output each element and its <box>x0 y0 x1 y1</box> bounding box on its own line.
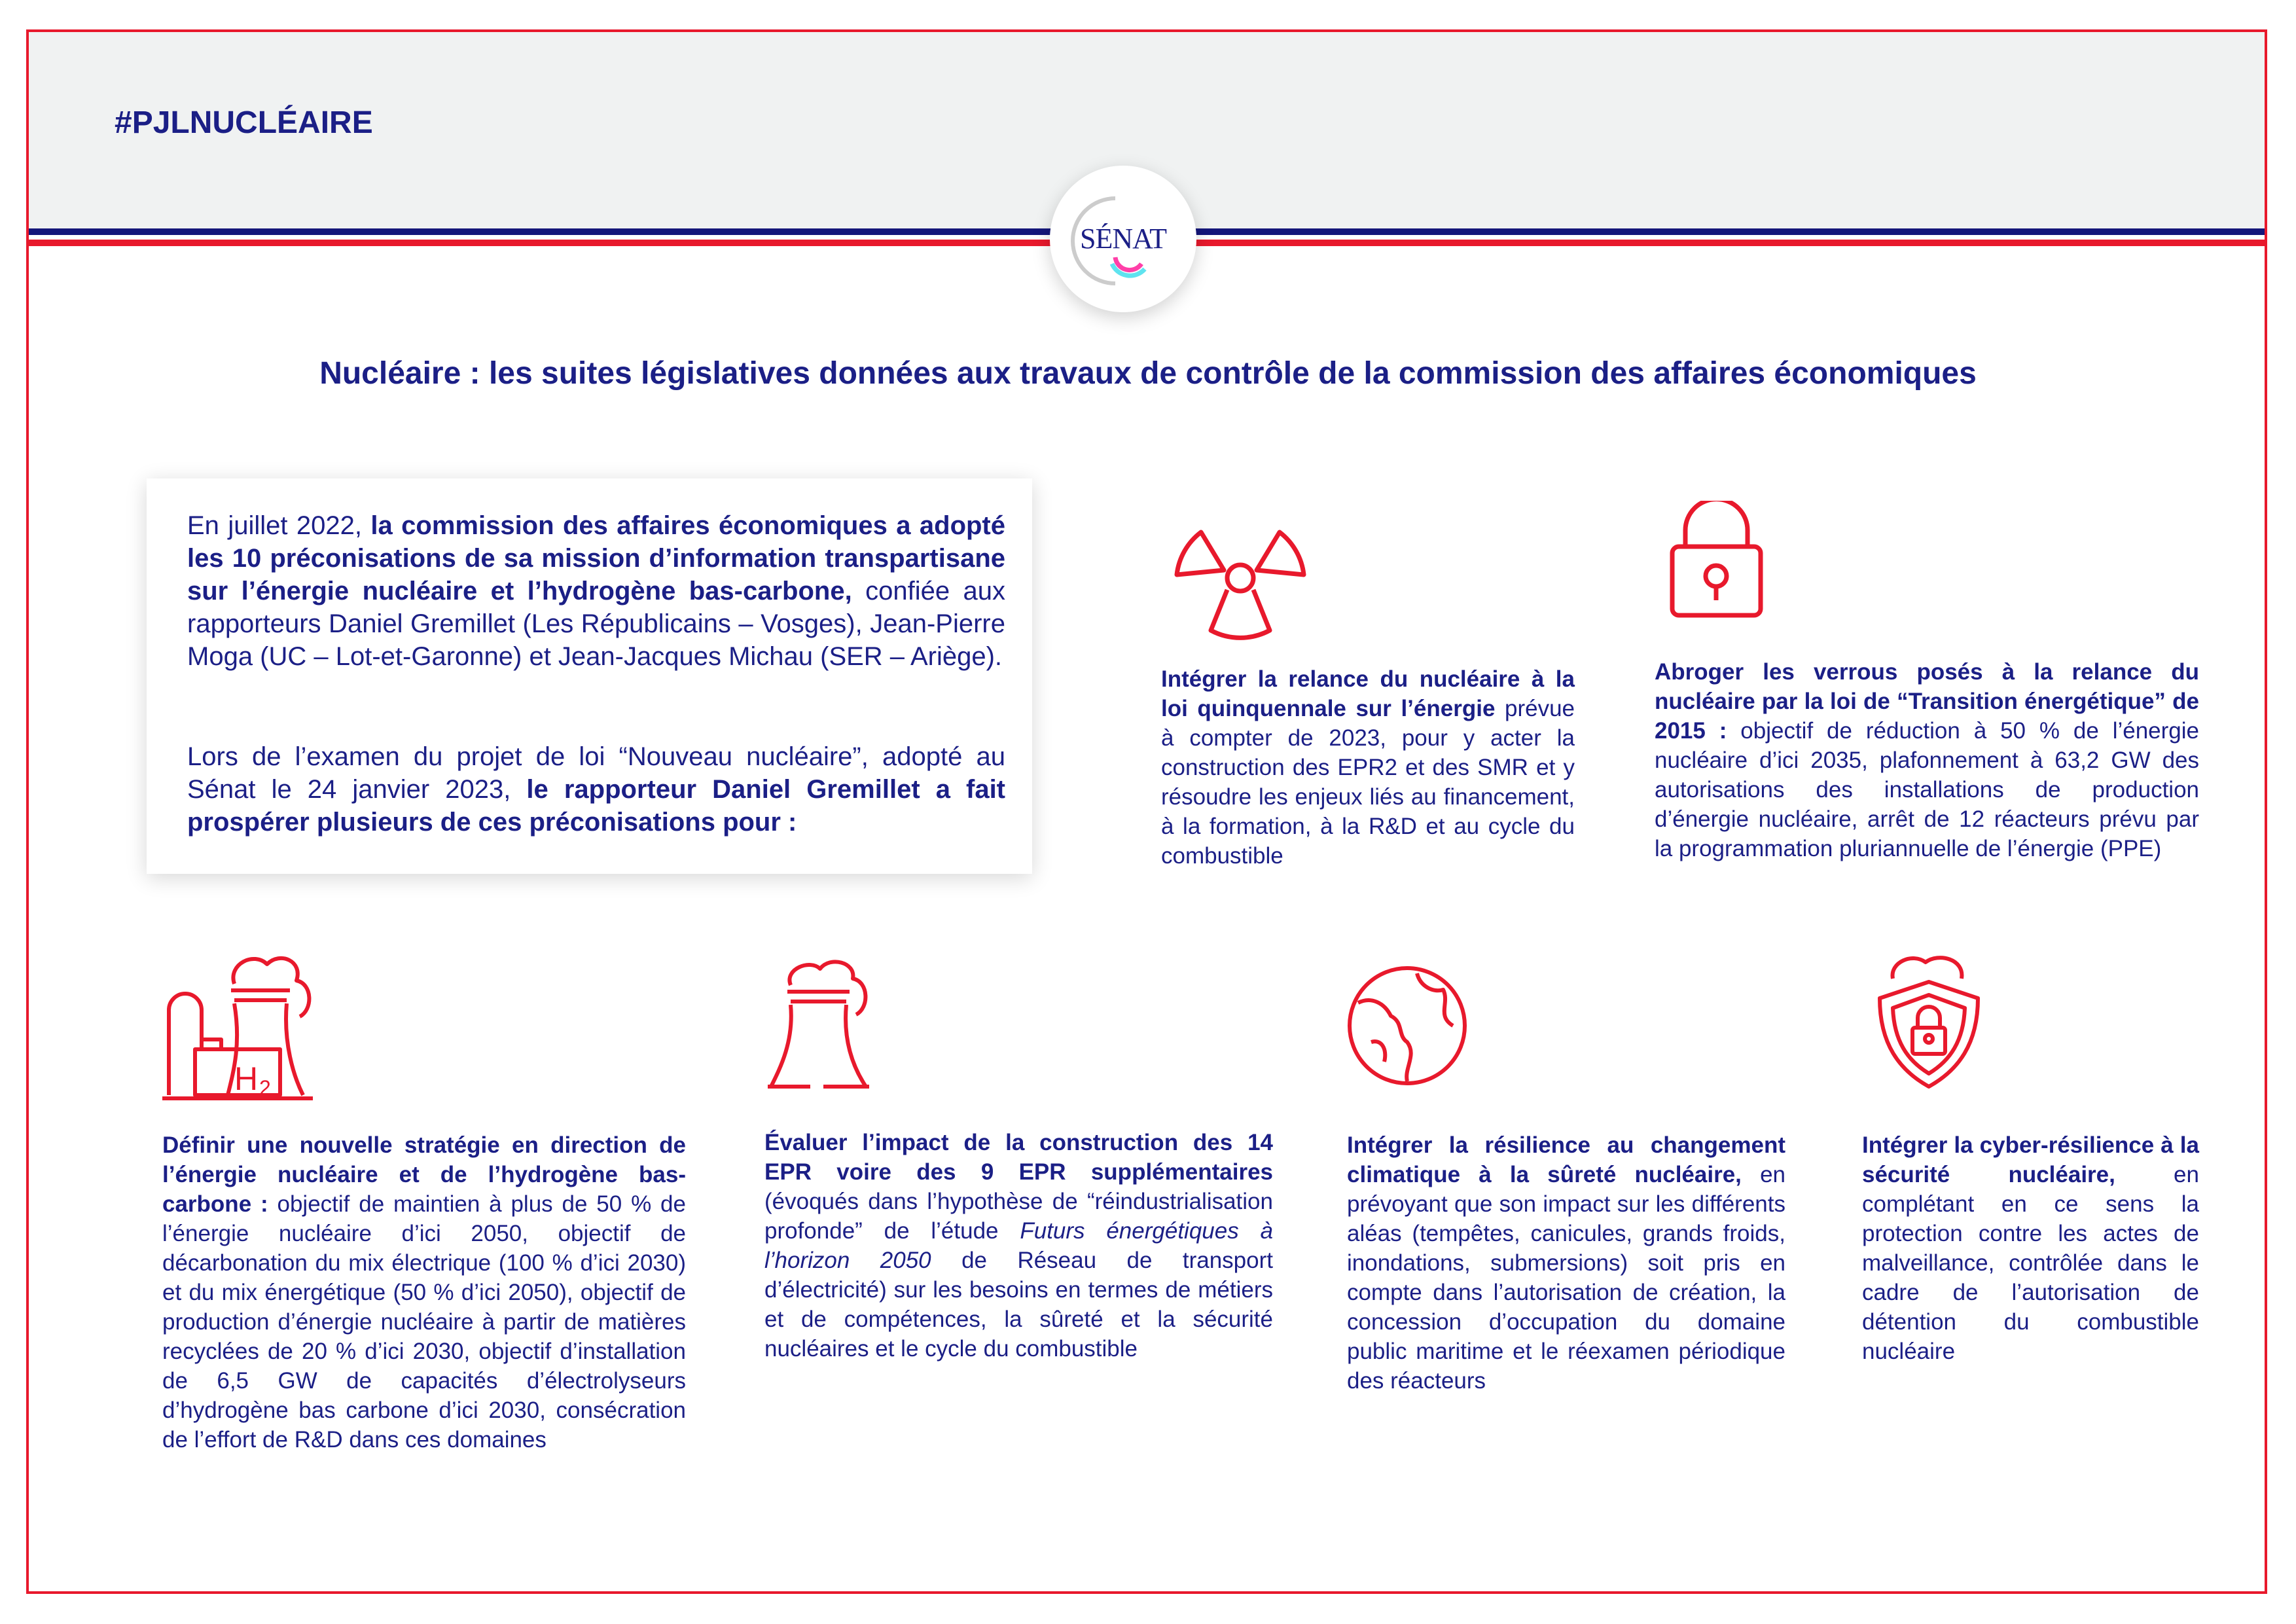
item-body: en prévoyant que son impact sur les différents aléas (tempêtes, canicules, grands froids, inondations, submersions) soit pris en compte dans l’autorisation de création, la concession d’occupation du domaine public maritime et le réexamen périodique des réacteurs <box>1347 1162 1786 1394</box>
item-relance-loi-quinquennale <box>1161 664 1575 871</box>
item-heading: Abroger les verrous posés à la relance du nucléaire par la loi de “Transition énergétique” de 2015 : <box>1655 659 2199 744</box>
globe-icon <box>1345 964 1469 1088</box>
padlock-icon <box>1669 501 1764 619</box>
item-heading: Intégrer la cyber-résilience à la sécurité nucléaire, <box>1862 1132 2199 1187</box>
svg-text:H: H <box>234 1060 259 1097</box>
item-body: en complétant en ce sens la protection contre les actes de malveillance, contrôlée dans le cadre de l’autorisation de détention du combustible nucléaire <box>1862 1162 2199 1364</box>
item-body: objectif de réduction à 50 % de l’énergie nucléaire d’ici 2035, plafonnement à 63,2 GW des autorisations des installations de production d’énergie nucléaire, arrêt de 12 réacteurs prévu par la programmation pluriannuelle de l’énergie (PPE) <box>1655 718 2200 861</box>
senat-logo-text: SÉNAT <box>1080 223 1166 255</box>
radiation-icon <box>1172 513 1309 643</box>
item-body: de Réseau de transport d’électricité) sur les besoins en termes de métiers et de compétences, la sûreté et la sécurité nucléaires et le cycle du combustible <box>764 1248 1273 1362</box>
cooling-tower-icon <box>764 956 895 1093</box>
item-heading: Intégrer la relance du nucléaire à la loi quinquennale sur l’énergie <box>1161 666 1575 721</box>
intro-box <box>147 478 1032 874</box>
shield-lock-icon <box>1873 952 1984 1093</box>
svg-text:2: 2 <box>259 1076 271 1100</box>
item-heading: Intégrer la résilience au changement climatique à la sûreté nucléaire, <box>1347 1132 1785 1187</box>
intro-text: Lors de l’examen du projet de loi “Nouveau nucléaire”, adopté au Sénat le 24 janvier 2023, <box>187 742 1005 804</box>
item-heading: Définir une nouvelle stratégie en direction de l’énergie nucléaire et de l’hydrogène bas-carbone : <box>162 1132 686 1217</box>
hashtag: #PJLNUCLÉAIRE <box>115 105 373 140</box>
intro-text: En juillet 2022, <box>187 511 371 540</box>
senat-logo <box>1050 166 1196 312</box>
item-heading: Évaluer l’impact de la construction des 14 EPR voire des 9 EPR supplémentaires <box>764 1130 1273 1185</box>
item-body: objectif de maintien à plus de 50 % de l’énergie nucléaire d’ici 2050, objectif de décarbonation du mix électrique (100 % d’ici 2030) et du mix énergétique (50 % d’ici 2050), objectif de production d’énergie nucléaire à partir de matières recyclées de 20 % d’ici 2030, objectif d’installation de 6,5 GW de capacités d’électrolyseurs d’hydrogène bas carbone d’ici 2030, consécration de l’effort de R&D dans ces domaines <box>162 1191 686 1453</box>
item-strategie-hydrogene <box>162 1130 686 1454</box>
item-body: (évoqués dans l’hypothèse de “réindustrialisation profonde” de l’étude <box>764 1189 1273 1244</box>
item-resilience-climat <box>1347 1130 1785 1396</box>
item-study-title: Futurs énergétiques à l’horizon 2050 <box>764 1218 1273 1273</box>
intro-bold-text: le rapporteur Daniel Gremillet a fait prospérer plusieurs de ces préconisations pour : <box>187 775 1006 837</box>
intro-bold-text: la commission des affaires économiques a adopté les 10 préconisations de sa mission d’information transpartisane sur l’énergie nucléaire et l’hydrogène bas-carbone, <box>187 511 1005 605</box>
item-abroger-verrous <box>1655 657 2199 863</box>
intro-paragraph-2 <box>187 740 1005 839</box>
nuclear-hydrogen-plant-icon <box>162 945 346 1102</box>
item-cyber-resilience <box>1862 1130 2199 1366</box>
intro-paragraph-1 <box>187 478 1005 673</box>
page-title: Nucléaire : les suites législatives données aux travaux de contrôle de la commission des affaires économiques <box>319 356 1977 391</box>
item-body: prévue à compter de 2023, pour y acter la construction des EPR2 et des SMR et y résoudre les enjeux liés au financement, à la formation, à la R&D et au cycle du combustible <box>1161 696 1575 869</box>
intro-text: confiée aux rapporteurs Daniel Gremillet (Les Républicains – Vosges), Jean-Pierre Moga (UC – Lot-et-Garonne) et Jean-Jacques Michau (SER – Ariège). <box>187 577 1006 671</box>
item-impact-epr <box>764 1128 1273 1363</box>
